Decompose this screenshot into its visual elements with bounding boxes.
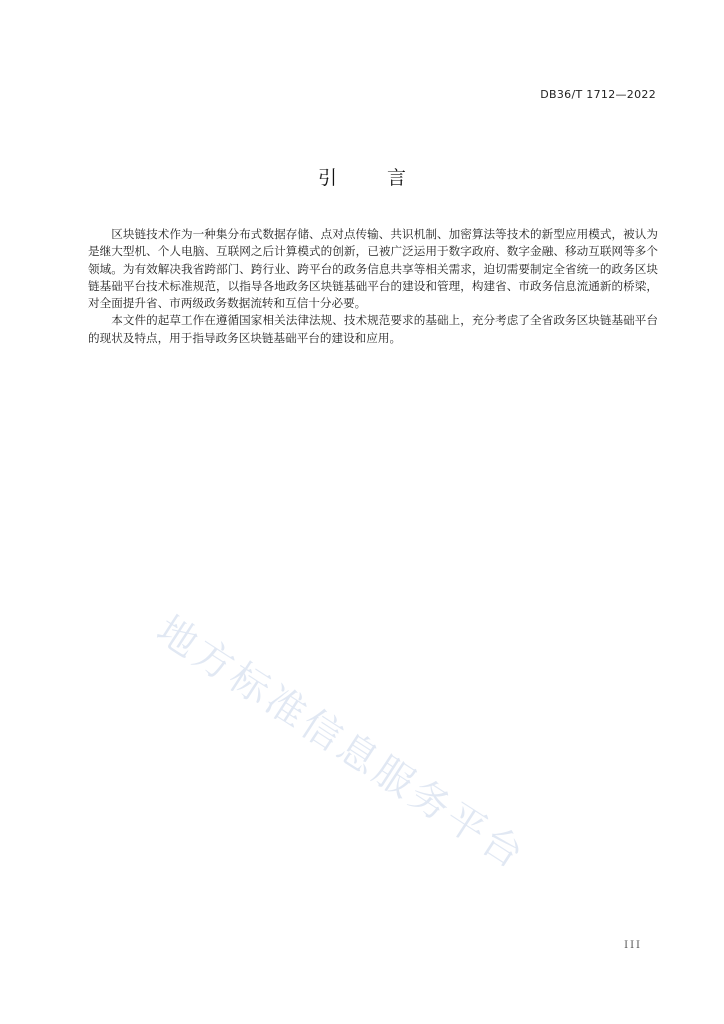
page-number: III xyxy=(624,940,642,951)
paragraph: 区块链技术作为一种集分布式数据存储、点对点传输、共识机制、加密算法等技术的新型应用模式，被认为是继大型机、个人电脑、互联网之后计算模式的创新，已被广泛运用于数字政府、数字金融、移动互联网等多个领域。为有效解决我省跨部门、跨行业、跨平台的政务信息共享等相关需求，迫切需要制定全省统一的政务区块链基础平台技术标准规范，以指导各地政务区块链基础平台的建设和管理，构建省、市政务信息流通新的桥梁，对全面提升省、市两级政务数据流转和互信十分必要。 xyxy=(88,227,658,311)
document-body xyxy=(88,226,658,347)
document-code: DB36/T 1712—2022 xyxy=(540,88,656,101)
watermark: 地方标准信息服务平台 xyxy=(148,607,534,880)
paragraph: 本文件的起草工作在遵循国家相关法律法规、技术规范要求的基础上，充分考虑了全省政务区块链基础平台的现状及特点，用于指导政务区块链基础平台的建设和应用。 xyxy=(88,313,658,345)
page-title: 引 言 xyxy=(317,167,429,189)
